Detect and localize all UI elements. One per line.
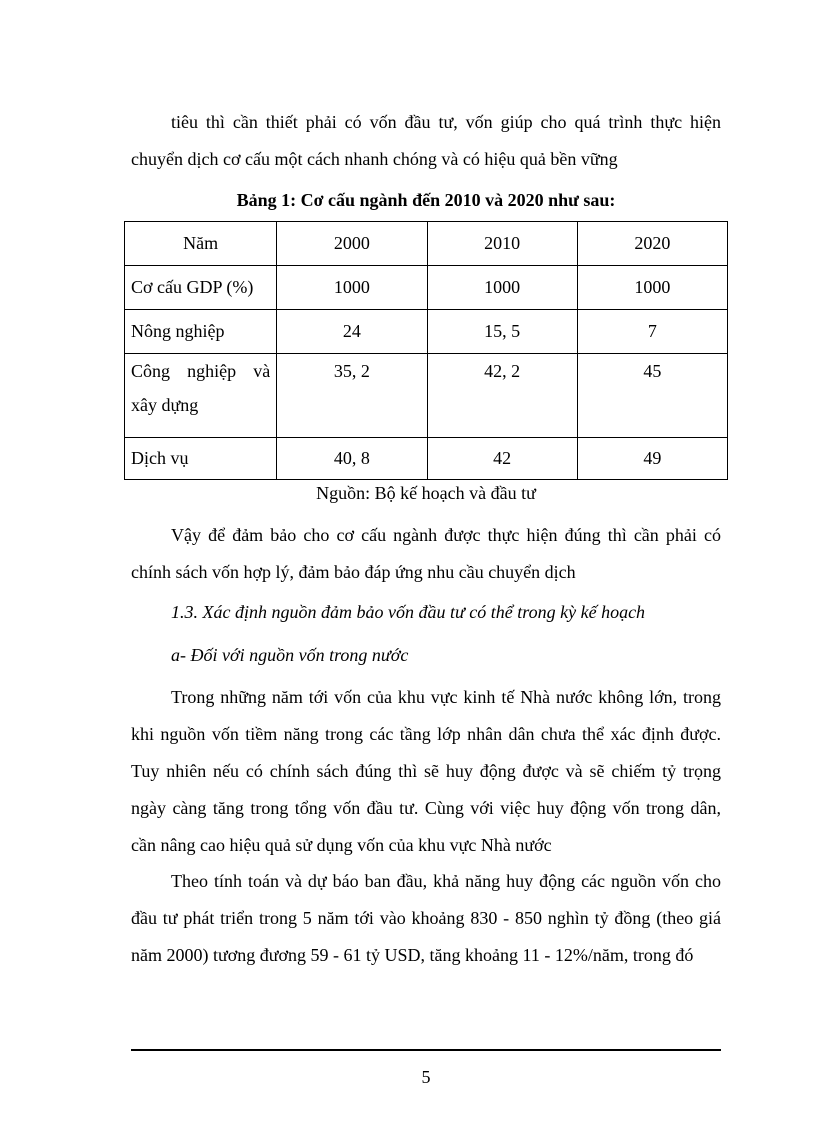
- paragraph-4: Theo tính toán và dự báo ban đầu, khả năng huy động các nguồn vốn cho đầu tư phát triển trong 5 năm tới vào khoảng 830 - 850 nghìn tỷ đồng (theo giá năm 2000) tương đương 59 - 61 tỷ USD, tăng khoảng 11 - 12%/năm, trong đó: [131, 871, 721, 965]
- table-cell: 15, 5: [427, 310, 577, 354]
- table-cell: 42: [427, 438, 577, 480]
- section-heading: 1.3. Xác định nguồn đảm bảo vốn đầu tư có thể trong kỳ kế hoạch: [171, 602, 646, 622]
- table-cell: 1000: [277, 266, 427, 310]
- table-cell: 40, 8: [277, 438, 427, 480]
- table-header-row: [125, 222, 728, 266]
- paragraph-1: tiêu thì cần thiết phải có vốn đầu tư, vốn giúp cho quá trình thực hiện chuyển dịch cơ cấu một cách nhanh chóng và có hiệu quả bền vững: [131, 112, 721, 169]
- table-row: [125, 266, 728, 310]
- table-cell-label: Nông nghiệp: [125, 310, 277, 354]
- table-cell-label: Công nghiệp và xây dựng: [125, 354, 277, 438]
- table-cell: 1000: [577, 266, 727, 310]
- paragraph-2: Vậy để đảm bảo cho cơ cấu ngành được thực hiện đúng thì cần phải có chính sách vốn hợp lý, đảm bảo đáp ứng nhu cầu chuyển dịch: [131, 525, 721, 582]
- table-row: [125, 354, 728, 438]
- table-cell: 45: [577, 354, 727, 438]
- table-row: [125, 310, 728, 354]
- table-cell: 7: [577, 310, 727, 354]
- table-cell: 49: [577, 438, 727, 480]
- table-header-cell: Năm: [125, 222, 277, 266]
- table-cell: 42, 2: [427, 354, 577, 438]
- table-row: [125, 438, 728, 480]
- data-table: [124, 221, 728, 480]
- table-cell-label: Dịch vụ: [125, 438, 277, 480]
- table-source: Nguồn: Bộ kế hoạch và đầu tư: [316, 483, 536, 503]
- table-header-cell: 2020: [577, 222, 727, 266]
- table-cell: 1000: [427, 266, 577, 310]
- page-number: 5: [421, 1067, 431, 1087]
- footer-rule: [131, 1049, 721, 1051]
- table-header-cell: 2010: [427, 222, 577, 266]
- table-cell: 35, 2: [277, 354, 427, 438]
- table-title: Bảng 1: Cơ cấu ngành đến 2010 và 2020 như sau:: [236, 190, 616, 210]
- table-cell: 24: [277, 310, 427, 354]
- paragraph-3: Trong những năm tới vốn của khu vực kinh tế Nhà nước không lớn, trong khi nguồn vốn tiềm năng trong các tầng lớp nhân dân chưa thể xác định được. Tuy nhiên nếu có chính sách đúng thì sẽ huy động được và sẽ chiếm tỷ trọng ngày càng tăng trong tổng vốn đầu tư. Cùng với việc huy động vốn trong dân, cần nâng cao hiệu quả sử dụng vốn của khu vực Nhà nước: [131, 687, 721, 855]
- table-cell-label: Cơ cấu GDP (%): [125, 266, 277, 310]
- table-header-cell: 2000: [277, 222, 427, 266]
- subsection-heading: a- Đối với nguồn vốn trong nước: [171, 645, 409, 665]
